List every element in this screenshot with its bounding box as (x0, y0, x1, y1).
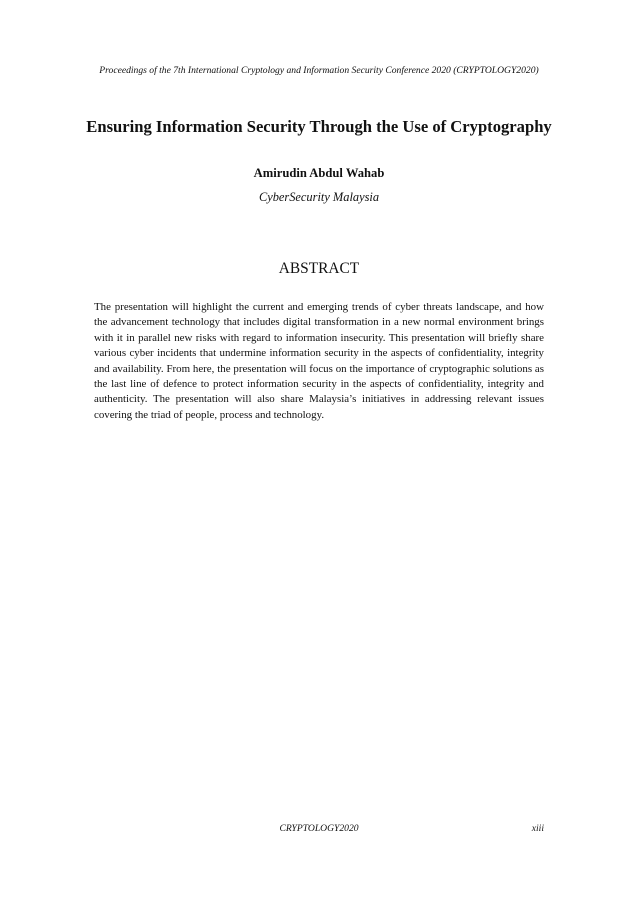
author-affiliation: CyberSecurity Malaysia (258, 190, 380, 204)
author-name: Amirudin Abdul Wahab (253, 166, 385, 180)
abstract-body: The presentation will highlight the current and emerging trends of cyber threats landscape, and how the advancement technology that includes digital transformation in a new normal environment brings with it in parallel new risks with regard to information insecurity. This presentation will briefly share various cyber incidents that undermine information security in the aspects of confidentiality, integrity and availability. From here, the presentation will focus on the importance of cryptographic solutions as the last line of defence to protect information security in the aspects of confidentiality, integrity and authenticity. The presentation will also share Malaysia’s initiatives in addressing relevant issues covering the triad of people, process and technology. (94, 301, 544, 421)
footer-journal-name: CRYPTOLOGY2020 (279, 823, 359, 834)
abstract-heading: ABSTRACT (278, 260, 360, 277)
footer-page-number: xiii (531, 823, 544, 834)
paper-title: Ensuring Information Security Through the Use of Cryptography (86, 117, 552, 136)
running-header: Proceedings of the 7th International Cryptology and Information Security Conference 2020 (CRYPTOLOGY2020) (99, 65, 539, 76)
